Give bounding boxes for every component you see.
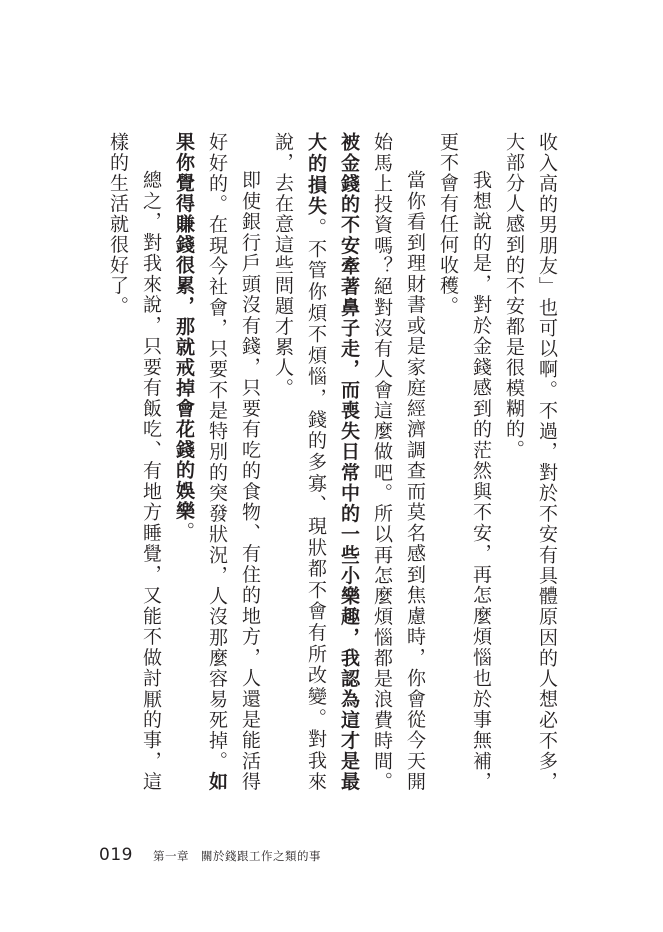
chapter-label: 第一章 [152,849,189,863]
body-text-run: 即使銀行戶頭沒有錢，只要有吃的食物、有住的地方，人還是能活得好好的。在現今社會，只要不是特別的突發狀況，人沒那麼容易死掉。 [206,132,261,792]
paragraph [101,132,167,792]
body-text-run: 當你看到理財書或是家庭經濟調查而莫名感到焦慮時，你會從今天開始馬上投資嗎？絕對沒有人會這麼做吧。所以再怎麼煩惱都是浪費時間。 [371,132,426,792]
paragraph [497,132,563,792]
body-text-run: 我想說的是，對於金錢感到的茫然與不安，再怎麼煩惱也於事無補，更不會有任何收穫。 [437,132,492,792]
paragraph [167,132,266,792]
running-footer [99,845,321,869]
body-text [100,132,563,792]
paragraph [266,132,431,792]
body-text-run: 。不管你煩不煩惱，錢的多寡、現狀都不會有所改變。對我來說，去在意這些問題才累人。 [272,132,327,792]
body-text-run: 。 [173,521,195,542]
chapter-title: 關於錢跟工作之類的事 [200,849,321,863]
body-text-run: 總之，對我來說，只要有飯吃、有地方睡覺，又能不做討厭的事，這樣的生活就很好了。 [107,132,162,792]
paragraph [431,132,497,792]
emphasized-text: 被金錢的不安牽著鼻子走，而喪失日常中的一些小樂趣，我認為這才是最大的損失 [305,132,360,792]
page-number: 019 [99,845,133,865]
body-text-run: 收入高的男朋友」也可以啊。不過，對於不安有具體原因的人想必不多，大部分人感到的不安都是很模糊的。 [503,132,558,792]
emphasized-text: 如果你覺得賺錢很累，那就戒掉會花錢的娛樂 [173,132,228,792]
